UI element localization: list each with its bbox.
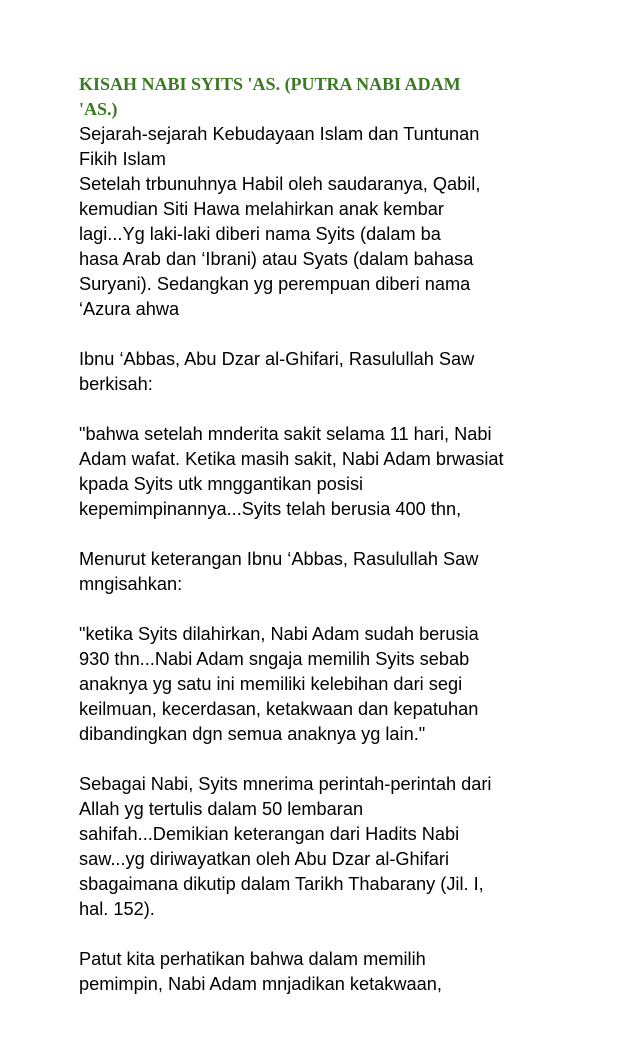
- paragraph-gap: [79, 747, 599, 772]
- paragraph-narration-2: [79, 547, 599, 597]
- text-line: sbagaimana dikutip dalam Tarikh Thabarany (Jil. I,: [79, 874, 484, 894]
- text-line: Ibnu ‘Abbas, Abu Dzar al-Ghifari, Rasulullah Saw: [79, 349, 475, 369]
- text-line: Menurut keterangan Ibnu ‘Abbas, Rasulullah Saw: [79, 549, 479, 569]
- text-line: Allah yg tertulis dalam 50 lembaran: [79, 799, 364, 819]
- paragraph-closing: [79, 947, 599, 997]
- text-line: anaknya yg satu ini memiliki kelebihan dari segi: [79, 674, 463, 694]
- text-line: saw...yg diriwayatkan oleh Abu Dzar al-Ghifari: [79, 849, 449, 869]
- text-line: hasa Arab dan ‘Ibrani) atau Syats (dalam bahasa: [79, 249, 474, 269]
- paragraph-quote-2: [79, 622, 599, 747]
- text-line: Sejarah-sejarah Kebudayaan Islam dan Tuntunan: [79, 124, 480, 144]
- text-line: kemudian Siti Hawa melahirkan anak kembar: [79, 199, 444, 219]
- text-line: mngisahkan:: [79, 574, 183, 594]
- text-line: kepemimpinannya...Syits telah berusia 400 thn,: [79, 499, 462, 519]
- text-line: dibandingkan dgn semua anaknya yg lain.": [79, 724, 426, 744]
- text-line: keilmuan, kecerdasan, ketakwaan dan kepatuhan: [79, 699, 479, 719]
- text-line: pemimpin, Nabi Adam mnjadikan ketakwaan,: [79, 974, 442, 994]
- text-line: ‘Azura ahwa: [79, 299, 180, 319]
- title-line: 'AS.): [79, 99, 118, 119]
- text-line: Patut kita perhatikan bahwa dalam memilih: [79, 949, 426, 969]
- text-line: Adam wafat. Ketika masih sakit, Nabi Adam brwasiat: [79, 449, 504, 469]
- paragraph-gap: [79, 922, 599, 947]
- paragraph-gap: [79, 597, 599, 622]
- text-line: Setelah trbunuhnya Habil oleh saudaranya, Qabil,: [79, 174, 481, 194]
- text-line: "bahwa setelah mnderita sakit selama 11 hari, Nabi: [79, 424, 492, 444]
- paragraph-gap: [79, 397, 599, 422]
- text-line: 930 thn...Nabi Adam sngaja memilih Syits sebab: [79, 649, 470, 669]
- text-line: "ketika Syits dilahirkan, Nabi Adam sudah berusia: [79, 624, 479, 644]
- paragraph-gap: [79, 522, 599, 547]
- text-line: berkisah:: [79, 374, 153, 394]
- text-line: Fikih Islam: [79, 149, 166, 169]
- document-title: [79, 72, 599, 122]
- text-line: hal. 152).: [79, 899, 155, 919]
- paragraph-quote-1: [79, 422, 599, 522]
- document-page: [79, 72, 599, 997]
- text-line: lagi...Yg laki-laki diberi nama Syits (dalam ba: [79, 224, 441, 244]
- text-line: Suryani). Sedangkan yg perempuan diberi nama: [79, 274, 471, 294]
- text-line: sahifah...Demikian keterangan dari Hadits Nabi: [79, 824, 460, 844]
- text-line: Sebagai Nabi, Syits mnerima perintah-perintah dari: [79, 774, 492, 794]
- text-line: kpada Syits utk mnggantikan posisi: [79, 474, 364, 494]
- paragraph-prophethood: [79, 772, 599, 922]
- paragraph-gap: [79, 322, 599, 347]
- title-line: KISAH NABI SYITS 'AS. (PUTRA NABI ADAM: [79, 74, 461, 94]
- paragraph-intro: [79, 122, 599, 322]
- paragraph-narration-1: [79, 347, 599, 397]
